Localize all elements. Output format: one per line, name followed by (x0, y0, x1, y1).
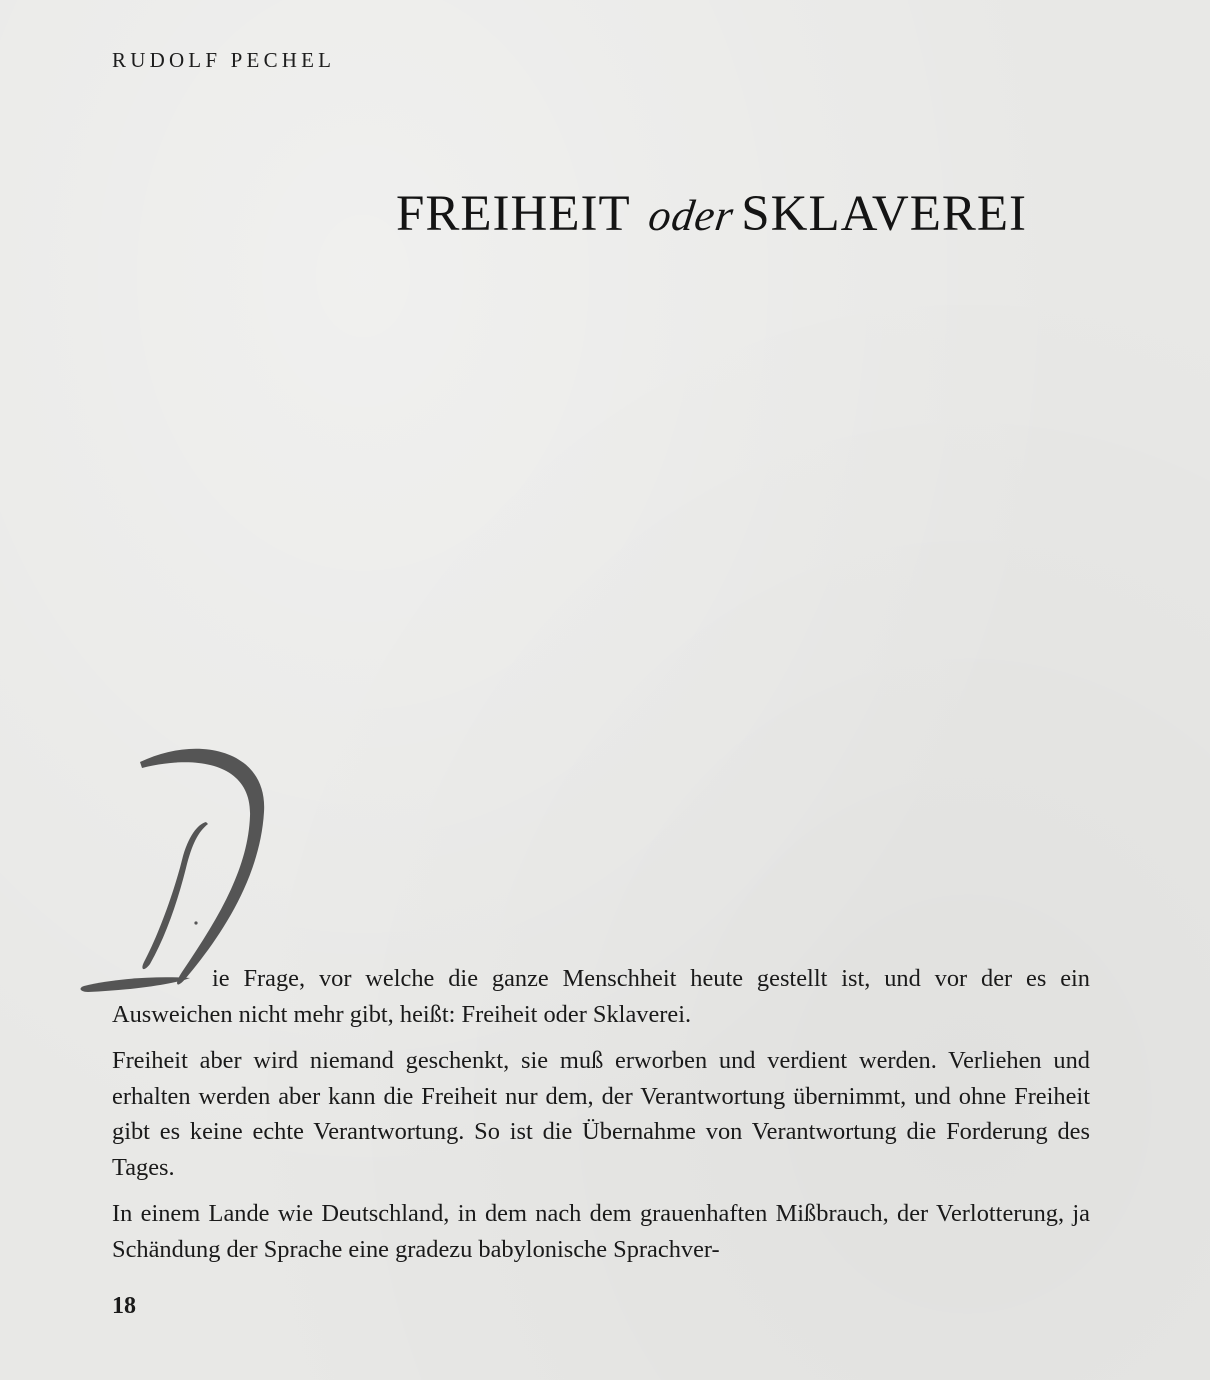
running-head: RUDOLF PECHEL (112, 48, 336, 72)
paragraph-1: ie Frage, vor welche die ganze Menschheit heute gestellt ist, und vor der es ein Ausweichen nicht mehr gibt, heißt: Freiheit oder Sklaverei. (112, 965, 1090, 1028)
title-conjunction: oder (645, 191, 737, 240)
drop-cap-stem (142, 822, 208, 969)
body-text (112, 961, 1090, 1267)
paragraph-3: In einem Lande wie Deutschland, in dem nach dem grauenhaften Mißbrauch, der Verlotterung, ja Schändung der Sprache eine gradezu babylonische Sprachver- (112, 1200, 1090, 1263)
title-word-freiheit: FREIHEIT (396, 186, 631, 242)
drop-cap-dot (194, 921, 197, 924)
page-number: 18 (112, 1293, 136, 1319)
drop-cap-bowl (140, 749, 264, 985)
chapter-title (396, 184, 1096, 246)
paragraph-2: Freiheit aber wird niemand geschenkt, sie muß erworben und verdient werden. Verliehen und erhalten werden aber kann die Freiheit nur dem, der Verantwortung übernimmt, und ohne Freiheit gibt es keine echte Verantwortung. So ist die Übernahme von Verantwortung die Forderung des Tages. (112, 1047, 1090, 1181)
title-word-sklaverei: SKLAVEREI (741, 186, 1028, 242)
